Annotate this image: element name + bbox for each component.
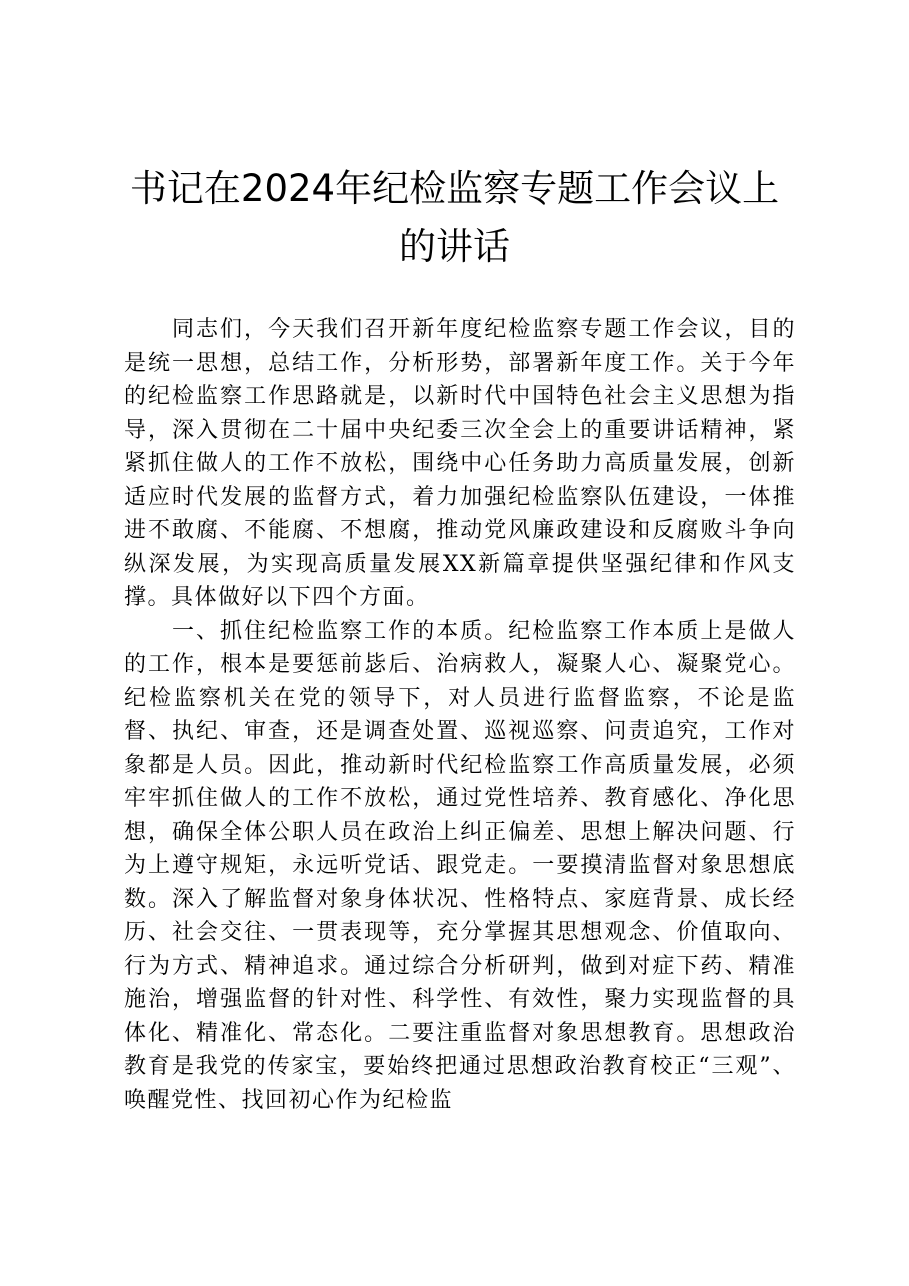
document-title: 书记在2024年纪检监察专题工作会议上的讲话	[129, 167, 780, 268]
document-body	[124, 313, 796, 1117]
paragraph-section-one: 一、抓住纪检监察工作的本质。纪检监察工作本质上是做人的工作，根本是要惩前毖后、治病救人，凝聚人心、凝聚党心。纪检监察机关在党的领导下，对人员进行监督监察，不论是监督、执纪、审查，还是调查处置、巡视巡察、问责追究，工作对象都是人员。因此，推动新时代纪检监察工作高质量发展，必须牢牢抓住做人的工作不放松，通过党性培养、教育感化、净化思想，确保全体公职人员在政治上纠正偏差、思想上解决问题、行为上遵守规矩，永远听党话、跟党走。一要摸清监督对象思想底数。深入了解监督对象身体状况、性格特点、家庭背景、成长经历、社会交往、一贯表现等，充分掌握其思想观念、价值取向、行为方式、精神追求。通过综合分析研判，做到对症下药、精准施治，增强监督的针对性、科学性、有效性，聚力实现监督的具体化、精准化、常态化。二要注重监督对象思想教育。思想政治教育是我党的传家宝，要始终把通过思想政治教育校正“三观”、唤醒党性、找回初心作为纪检监	[124, 618, 796, 1113]
paragraph-intro: 同志们，今天我们召开新年度纪检监察专题工作会议，目的是统一思想，总结工作，分析形势，部署新年度工作。关于今年的纪检监察工作思路就是，以新时代中国特色社会主义思想为指导，深入贯彻在二十届中央纪委三次全会上的重要讲话精神，紧紧抓住做人的工作不放松，围绕中心任务助力高质量发展，创新适应时代发展的监督方式，着力加强纪检监察队伍建设，一体推进不敢腐、不能腐、不想腐，推动党风廉政建设和反腐败斗争向纵深发展，为实现高质量发展XX新篇章提供坚强纪律和作风支撑。具体做好以下四个方面。	[124, 317, 796, 610]
